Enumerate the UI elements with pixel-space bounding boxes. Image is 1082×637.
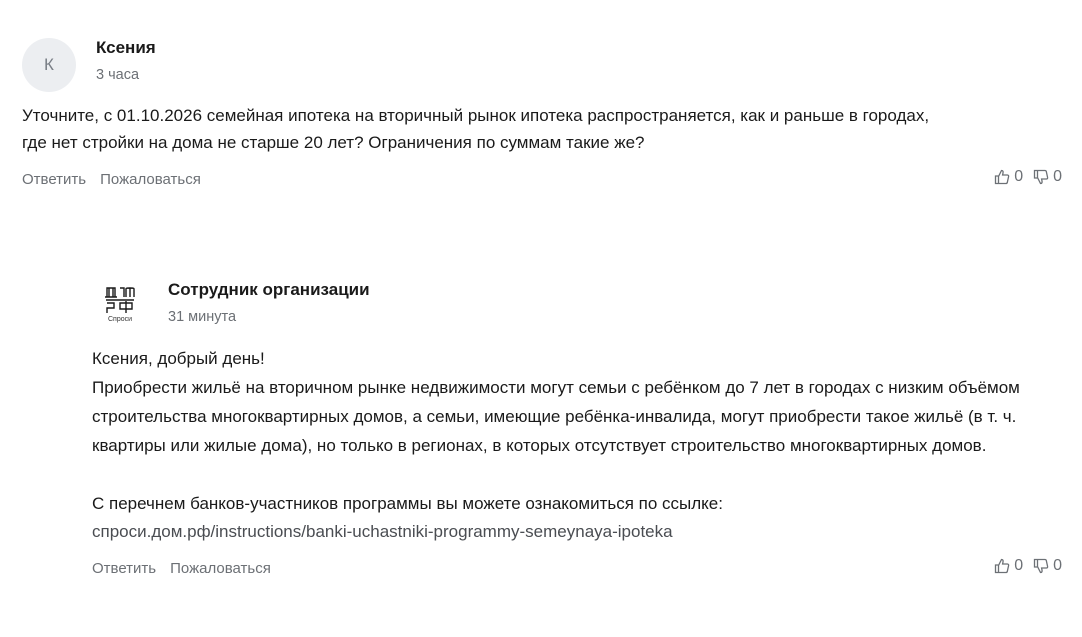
domrf-logo <box>92 276 148 332</box>
votes <box>984 168 1062 186</box>
comment-time: 3 часа <box>96 67 140 83</box>
reply-button[interactable]: Ответить <box>92 559 157 577</box>
thumbs-up-icon <box>994 169 1010 185</box>
reply-button[interactable]: Ответить <box>22 170 87 188</box>
thumbs-down-icon <box>1033 558 1049 574</box>
logo-caption: Спроси <box>107 315 133 323</box>
report-button[interactable]: Пожаловаться <box>100 170 201 188</box>
dislike-count: 0 <box>1053 168 1062 185</box>
comment-time: 31 минута <box>168 309 237 325</box>
dislike-count: 0 <box>1053 557 1062 574</box>
banks-link[interactable]: спроси.дом.рф/instructions/banki-uchastniki-programmy-semeynaya-ipoteka <box>92 522 673 541</box>
avatar: К <box>22 38 76 92</box>
thumbs-down-icon <box>1033 169 1049 185</box>
like-button[interactable] <box>994 168 1023 186</box>
comment-kseniya <box>22 34 1062 190</box>
comment-actions <box>22 168 1062 190</box>
greeting: Ксения, добрый день! <box>92 349 265 368</box>
comment-actions <box>92 557 1062 579</box>
comment-header <box>22 34 1062 90</box>
comment-meta <box>168 276 370 327</box>
like-count: 0 <box>1014 168 1024 185</box>
answer-paragraph: Приобрести жильё на вторичном рынке недвижимости могут семьи с ребёнком до 7 лет в городах с низким объёмом строительства многоквартирных домов, а семьи, имеющие ребёнка-инвалида, могут приобрести такое жильё (в т. ч. квартиры или жилые дома), но только в регионах, в которых отсутствует строительство многоквартирных домов. <box>92 378 1020 455</box>
comment-header <box>92 276 1062 332</box>
banks-text: С перечнем банков-участников программы вы можете ознакомиться по ссылке: <box>92 494 723 513</box>
comment-organization-reply <box>92 276 1062 579</box>
like-count: 0 <box>1014 557 1024 574</box>
votes <box>984 557 1062 575</box>
dislike-button[interactable] <box>1033 168 1062 186</box>
spacer <box>92 460 1052 489</box>
like-button[interactable] <box>994 557 1023 575</box>
author-name: Сотрудник организации <box>168 280 370 299</box>
domrf-logo-icon <box>104 286 136 314</box>
thumbs-up-icon <box>994 558 1010 574</box>
dislike-button[interactable] <box>1033 557 1062 575</box>
author-name: Ксения <box>96 38 156 57</box>
comment-text <box>92 344 1052 547</box>
comment-meta <box>96 34 156 85</box>
comment-text: Уточните, с 01.10.2026 семейная ипотека на вторичный рынок ипотека распространяется, как и раньше в городах, где нет стройки на дома не старше 20 лет? Ограничения по суммам такие же? <box>22 106 930 152</box>
report-button[interactable]: Пожаловаться <box>170 559 271 577</box>
